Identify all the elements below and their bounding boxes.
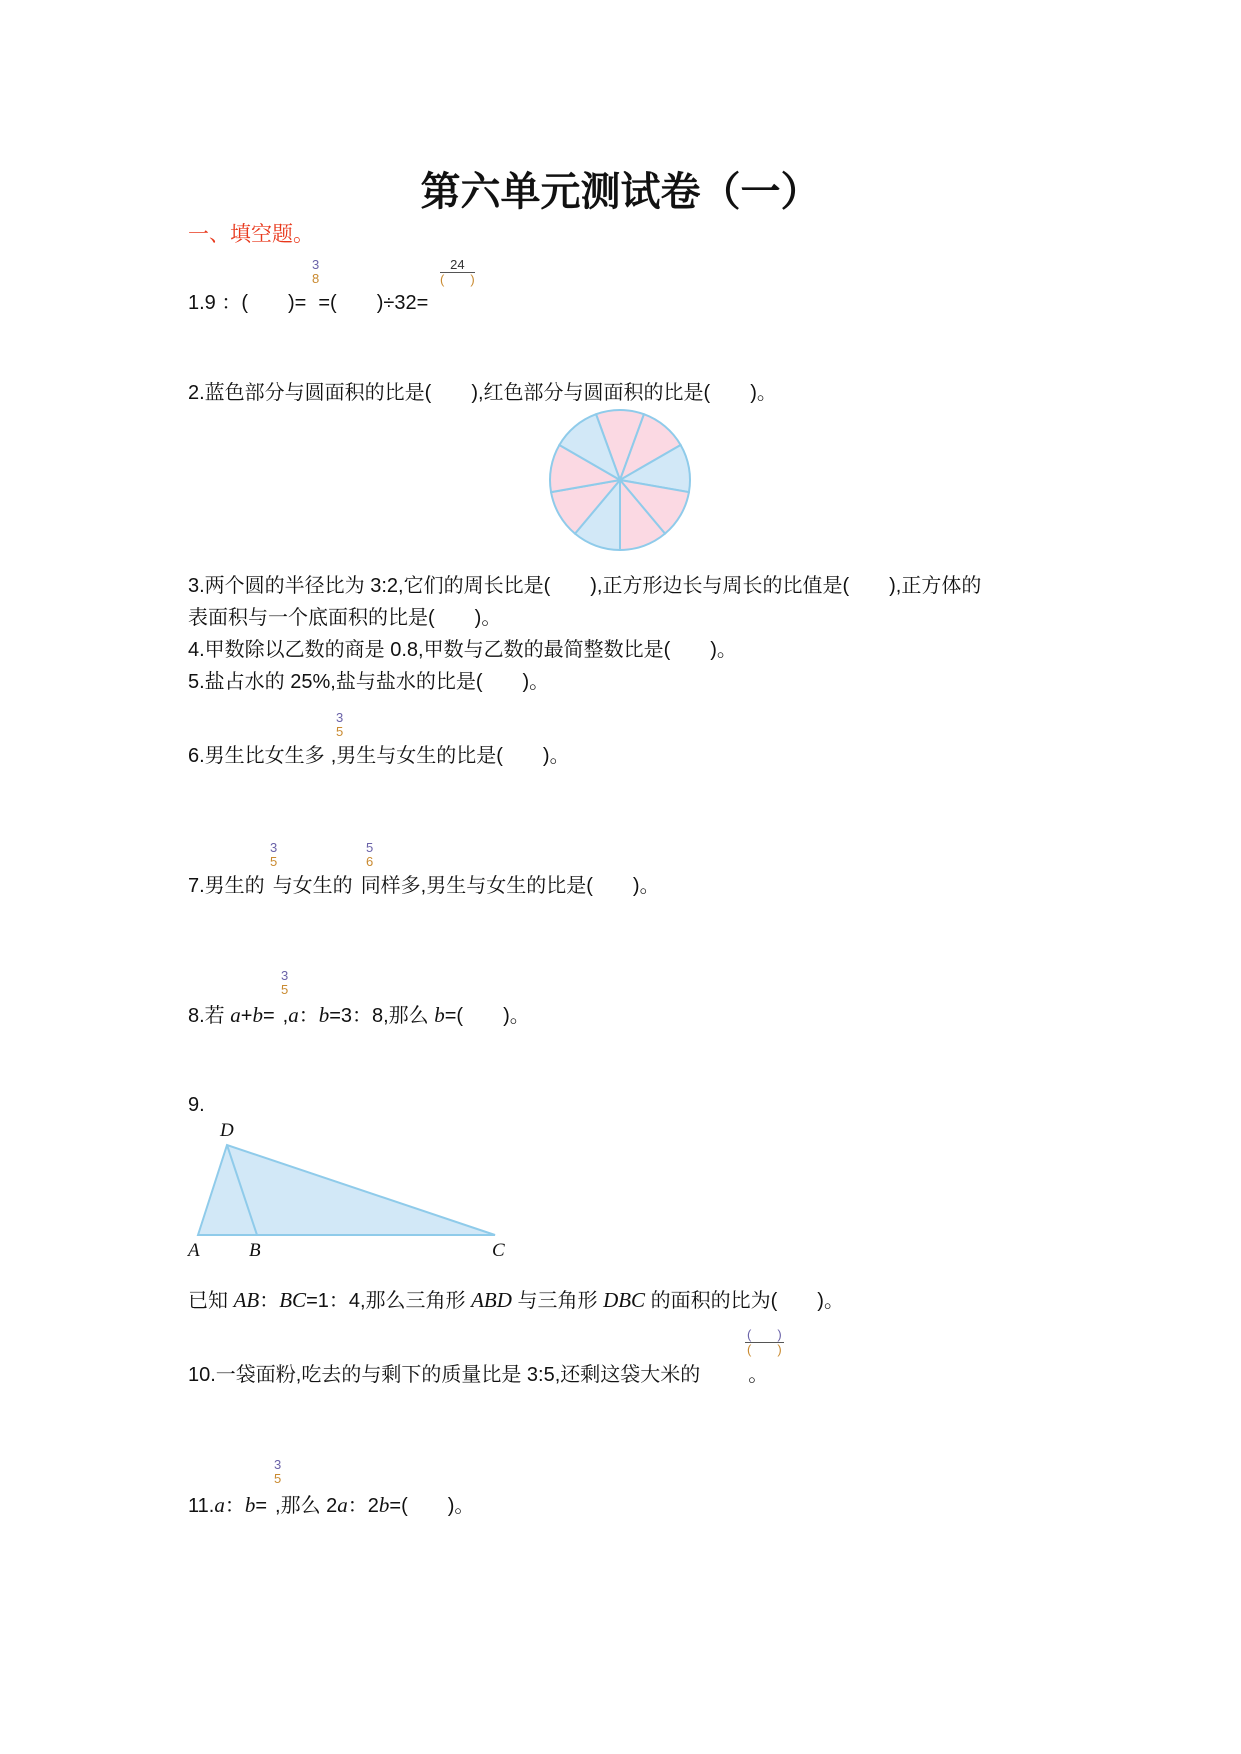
denominator: 8 [312, 271, 320, 286]
q11-text: = [255, 1495, 268, 1517]
q8-text: + [240, 1005, 253, 1027]
denominator: 5 [336, 724, 344, 739]
q7-text-b: 与女生的 [272, 875, 353, 897]
numerator: 3 [312, 257, 320, 272]
var-b: b [318, 1003, 330, 1027]
q9-text: ： [259, 1290, 280, 1312]
seg-ab: AB [233, 1288, 260, 1312]
q8-text: ： [298, 1005, 319, 1027]
var-a: a [230, 1003, 241, 1027]
numerator: 3 [274, 1457, 282, 1472]
question-5: 5.盐占水的 25%,盐与盐水的比是( )。 [188, 671, 550, 693]
point-label-c: C [492, 1240, 505, 1261]
numerator: 5 [366, 840, 374, 855]
q8-text: , [282, 1005, 289, 1027]
var-b: b [434, 1003, 445, 1027]
q9-text: 已知 [188, 1290, 234, 1312]
q1-text-b: =( )÷32= [318, 292, 429, 314]
q7-text-c: 同样多,男生与女生的比是( )。 [360, 875, 660, 897]
seg-bc: BC [279, 1288, 307, 1312]
var-b: b [378, 1493, 390, 1517]
tri-abd: ABD [471, 1288, 512, 1312]
tri-dbc: DBC [603, 1288, 646, 1312]
q10-text-a: 10.一袋面粉,吃去的与剩下的质量比是 3:5,还剩这袋大米的 [188, 1364, 701, 1386]
var-a: a [337, 1493, 348, 1517]
var-a: a [214, 1493, 225, 1517]
point-label-a: A [188, 1240, 200, 1261]
denominator: 6 [366, 854, 374, 869]
numerator: 3 [336, 710, 344, 725]
var-b: b [252, 1003, 263, 1027]
q11-fraction [274, 1458, 281, 1486]
point-label-b: B [249, 1240, 261, 1261]
denominator: 5 [270, 854, 278, 869]
q8-text: = [262, 1005, 275, 1027]
q8-text: 8.若 [188, 1005, 231, 1027]
question-9-text [188, 1287, 844, 1314]
question-4: 4.甲数除以乙数的商是 0.8,甲数与乙数的最简整数比是( )。 [188, 639, 737, 661]
question-3-line-2: 表面积与一个底面积的比是( )。 [188, 607, 502, 629]
section-heading: 一、填空题。 [188, 223, 314, 246]
denominator: 5 [274, 1471, 282, 1486]
q1-text-a: 1.9 ：( )= [188, 292, 307, 314]
q11-text: 11. [188, 1495, 215, 1517]
q11-text: ：2 [347, 1495, 379, 1517]
question-3-line-1: 3.两个圆的半径比为 3:2,它们的周长比是( ),正方形边长与周长的比值是( ),正方体的 [188, 575, 982, 597]
q11-text: =( )。 [389, 1495, 475, 1517]
var-b: b [244, 1493, 256, 1517]
q6-text-a: 6.男生比女生多 [188, 745, 325, 767]
page-title: 第六单元测试卷（一） [420, 168, 821, 215]
numerator: 24 [440, 258, 475, 273]
denominator: ( ) [747, 1342, 782, 1357]
q11-text: ,那么 2 [275, 1495, 338, 1517]
q9-text: =1：4,那么三角形 [306, 1290, 472, 1312]
var-a: a [288, 1003, 299, 1027]
q10-fraction [745, 1328, 784, 1357]
question-2: 2.蓝色部分与圆面积的比是( ),红色部分与圆面积的比是( )。 [188, 382, 777, 404]
question-10 [188, 1362, 768, 1388]
numerator: 3 [281, 968, 289, 983]
denominator: 5 [281, 982, 289, 997]
denominator: ( ) [440, 272, 475, 287]
numerator: 3 [270, 840, 278, 855]
q11-text: ： [224, 1495, 245, 1517]
q6-text-b: ,男生与女生的比是( )。 [330, 745, 570, 767]
q8-text: =3：8,那么 [329, 1005, 435, 1027]
q9-text: 与三角形 [511, 1290, 604, 1312]
q9-text: 的面积的比为( )。 [645, 1290, 844, 1312]
q8-text: =( )。 [444, 1005, 530, 1027]
q7-text-a: 7.男生的 [188, 875, 265, 897]
question-11 [188, 1492, 474, 1519]
point-label-d: D [220, 1120, 234, 1141]
question-9-label: 9. [188, 1094, 205, 1116]
numerator: ( ) [747, 1327, 782, 1342]
q10-text-b: 。 [748, 1364, 769, 1386]
